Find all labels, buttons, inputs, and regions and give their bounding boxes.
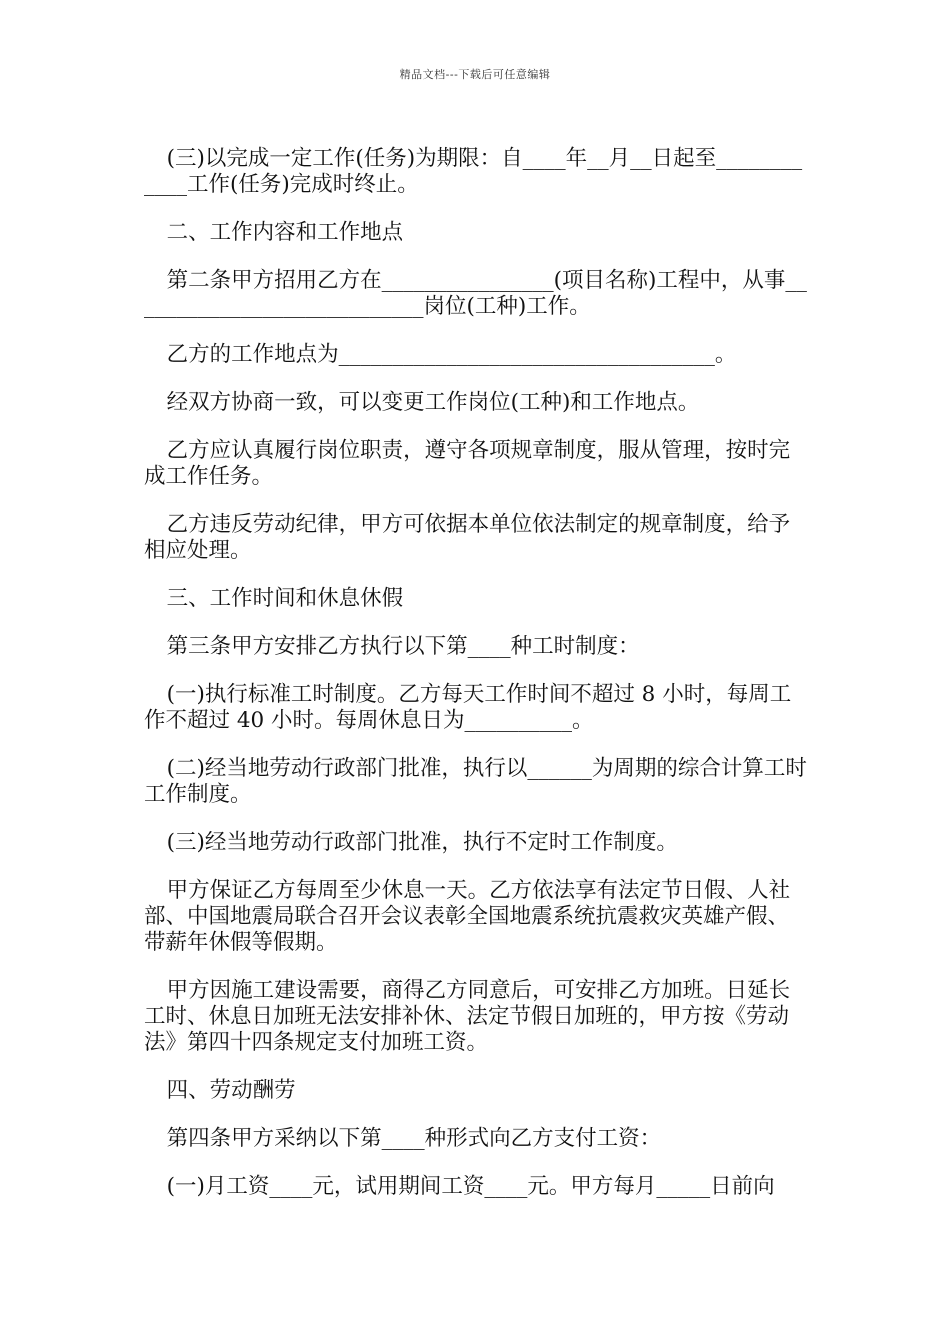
paragraph-article-4: 第四条甲方采纳以下第____种形式向乙方支付工资： (166, 1126, 662, 1151)
section-heading-remuneration: 四、劳动酬劳 (166, 1078, 296, 1103)
paragraph-flexible-hours: (三)经当地劳动行政部门批准，执行不定时工作制度。 (166, 830, 678, 855)
paragraph-article-2: 第二条甲方招用乙方在________________(项目名称)工程中，从事____________________________岗位(工种)工作。 (144, 268, 807, 319)
paragraph-rest-days: 甲方保证乙方每周至少休息一天。乙方依法享有法定节日假、人社部、中国地震局联合召开会议表彰全国地震系统抗震救灾英雄产假、带薪年休假等假期。 (144, 878, 791, 955)
paragraph-overtime: 甲方因施工建设需要，商得乙方同意后，可安排乙方加班。日延长工时、休息日加班无法安排补休、法定节假日加班的，甲方按《劳动法》第四十四条规定支付加班工资。 (144, 978, 791, 1055)
section-heading-working-hours: 三、工作时间和休息休假 (166, 586, 404, 611)
paragraph-monthly-wage: (一)月工资____元，试用期间工资____元。甲方每月_____日前向 (166, 1174, 775, 1199)
paragraph-article-3: 第三条甲方安排乙方执行以下第____种工时制度： (166, 634, 640, 659)
paragraph-change-position: 经双方协商一致，可以变更工作岗位(工种)和工作地点。 (166, 390, 700, 415)
paragraph-duties: 乙方应认真履行岗位职责，遵守各项规章制度，服从管理，按时完成工作任务。 (144, 438, 791, 489)
paragraph-discipline: 乙方违反劳动纪律，甲方可依据本单位依法制定的规章制度，给予相应处理。 (144, 512, 791, 563)
paragraph-term-task-based: (三)以完成一定工作(任务)为期限：自____年__月__日起至____________工作(任务)完成时终止。 (144, 146, 803, 197)
page-header: 精品文档---下载后可任意编辑 (399, 68, 551, 81)
paragraph-standard-hours: (一)执行标准工时制度。乙方每天工作时间不超过 8 小时，每周工作不超过 40 小时。每周休息日为__________。 (144, 682, 792, 733)
paragraph-work-location: 乙方的工作地点为___________________________________。 (166, 342, 737, 367)
section-heading-work-content: 二、工作内容和工作地点 (166, 220, 404, 245)
document-body (144, 146, 808, 1222)
paragraph-comprehensive-hours: (二)经当地劳动行政部门批准，执行以______为周期的综合计算工时工作制度。 (144, 756, 807, 807)
